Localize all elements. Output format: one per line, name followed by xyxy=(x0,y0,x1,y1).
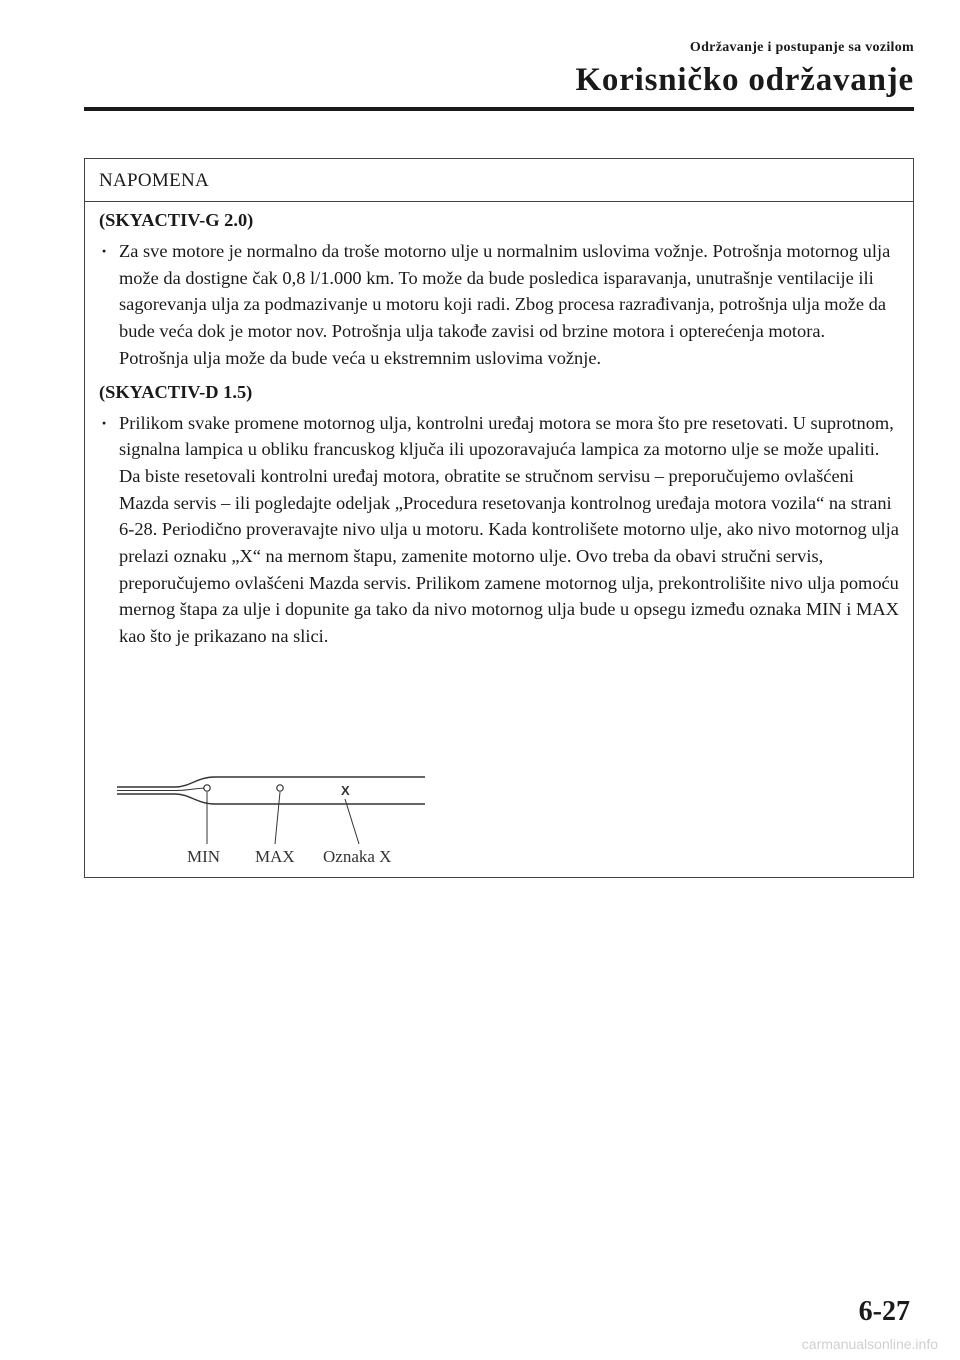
header-rule xyxy=(84,107,914,111)
dipstick-figure xyxy=(115,769,435,869)
max-leader xyxy=(275,792,280,844)
label-x: Oznaka X xyxy=(323,847,392,866)
label-max: MAX xyxy=(255,847,295,866)
max-mark xyxy=(277,785,283,791)
page-title: Korisničko održavanje xyxy=(575,62,914,98)
note-body xyxy=(85,202,913,650)
watermark: carmanualsonline.info xyxy=(801,1336,938,1352)
x-leader xyxy=(345,799,359,844)
dipstick-inner-line xyxy=(117,788,207,791)
page-number: 6-27 xyxy=(858,1296,910,1327)
note-heading: NAPOMENA xyxy=(85,159,913,202)
x-mark: X xyxy=(341,783,350,798)
bullet-dot-icon: · xyxy=(101,412,108,433)
label-min: MIN xyxy=(187,847,221,866)
note-subheading-d: (SKYACTIV-D 1.5) xyxy=(99,381,253,402)
dipstick-illustration xyxy=(115,769,435,869)
note-subheading-g: (SKYACTIV-G 2.0) xyxy=(99,210,254,230)
note-box xyxy=(84,158,914,878)
header-section: Održavanje i postupanje sa vozilom xyxy=(689,40,914,55)
bullet-text: Prilikom svake promene motornog ulja, kontrolni uređaj motora se mora što pre resetovati. U suprotnom, signalna lampica u obliku francuskog ključa ili upozoravajuća lampica za motorno ulje se može upaliti. Da biste resetovali kontrolni uređaj motora, obratite se stručnom servisu – preporučujemo ovlašćeni Mazda servis – ili pogledajte odeljak „Procedura resetovanja kontrolnog uređaja motora vozila“ na strani 6-28. Periodično proveravajte nivo ulja u motoru. Kada kontrolišete motorno ulje, ako nivo motornog ulja prelazi oznaku „X“ na mernom štapu, zamenite motorno ulje. Ovo treba da obavi stručni servis, preporučujemo ovlašćeni Mazda servis. Prilikom zamene motornog ulja, prekontrolišite nivo ulja pomoću mernog štapa za ulje i dopunite ga tako da nivo motornog ulja bude u opsegu između oznaka MIN i MAX kao što je prikazano na slici. xyxy=(119,412,899,647)
min-mark xyxy=(204,785,210,791)
bullet-text: Za sve motore je normalno da troše motorno ulje u normalnim uslovima vožnje. Potrošnja motornog ulja može da dostigne čak 0,8 l/1.000 km. To može da bude posledica isparavanja, unutrašnje ventilacije ili sagorevanja ulja za podmazivanje u motoru koji radi. Zbog procesa razrađivanja, potrošnja ulja može da bude veća dok je motor nov. Potrošnja ulja takođe zavisi od brzine motora i opterećenja motora. Potrošnja ulja može da bude veća u ekstremnim uslovima vožnje. xyxy=(119,241,891,368)
note-bullet xyxy=(99,238,899,372)
note-bullet xyxy=(99,410,899,650)
bullet-dot-icon: · xyxy=(101,241,108,261)
